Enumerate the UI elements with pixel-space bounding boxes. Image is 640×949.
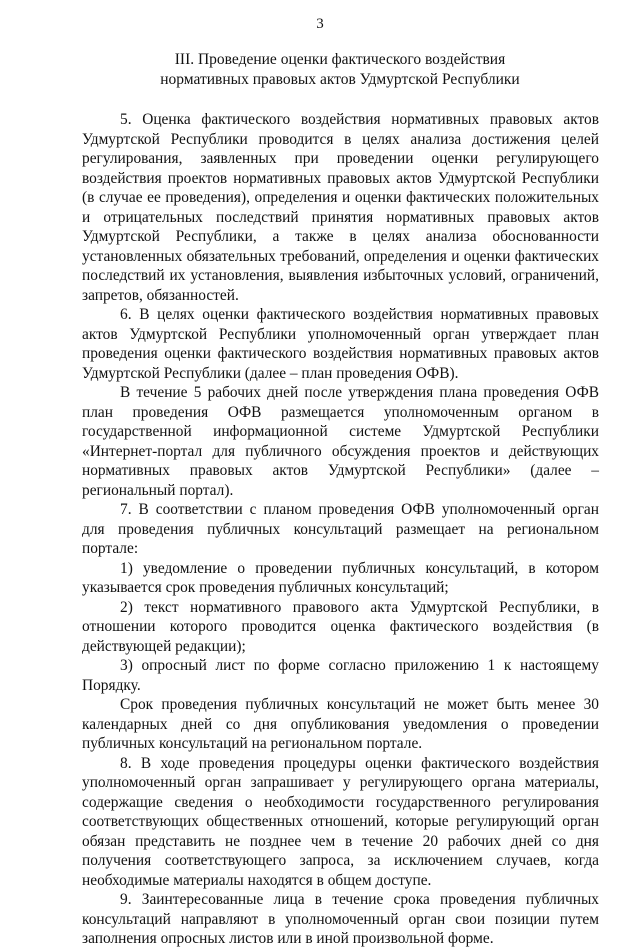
paragraph-item-7: 7. В соответствии с планом проведения ОФВ уполномоченный орган для проведения публичных консультаций размещает на региональном портале:	[82, 501, 599, 557]
paragraph-item-8: 8. В ходе проведения процедуры оценки фактического воздействия уполномоченный орган запрашивает у регулирующего органа материалы, содержащие сведения о необходимости государственного регулирования соответствующих общественных отношений, которые регулирующий орган обязан представить не позднее чем в течение 20 рабочих дней со дня получения соответствующего запроса, за исключением случаев, когда необходимые материалы находятся в общем доступе.	[82, 754, 599, 889]
document-body	[82, 110, 599, 949]
list-item-questionnaire: 3) опросный лист по форме согласно приложению 1 к настоящему Порядку.	[82, 657, 599, 694]
paragraph-consultation-term: Срок проведения публичных консультаций не может быть менее 30 календарных дней со дня опубликования уведомления о проведении публичных консультаций на региональном портале.	[82, 696, 599, 752]
list-item-act-text: 2) текст нормативного правового акта Удмуртской Республики, в отношении которого проводится оценка фактического воздействия (в действующей редакции);	[82, 598, 599, 655]
paragraph-item-9: 9. Заинтересованные лица в течение срока проведения публичных консультаций направляют в уполномоченный орган свои позиции путем заполнения опросных листов или в иной произвольной форме.	[82, 891, 599, 947]
paragraph-item-6: 6. В целях оценки фактического воздействия нормативных правовых актов Удмуртской Республики уполномоченный орган утверждает план проведения оценки фактического воздействия нормативных правовых актов Удмуртской Республики (далее – план проведения ОФВ).	[82, 306, 599, 382]
section-heading-line-2: нормативных правовых актов Удмуртской Республики	[160, 71, 520, 88]
paragraph-item-5: 5. Оценка фактического воздействия нормативных правовых актов Удмуртской Республики проводится в целях анализа достижения целей регулирования, заявленных при проведении оценки регулирующего воздействия проектов нормативных правовых актов Удмуртской Республики (в случае ее проведения), определения и оценки фактических положительных и отрицательных последствий принятия нормативных правовых актов Удмуртской Республики, а также в целях анализа обоснованности установленных обязательных требований, определения и оценки фактических последствий их установления, выявления избыточных условий, ограничений, запретов, обязанностей.	[82, 111, 599, 304]
section-heading	[100, 50, 580, 90]
list-item-notification: 1) уведомление о проведении публичных консультаций, в котором указывается срок проведения публичных консультаций;	[82, 559, 599, 596]
section-heading-line-1: III. Проведение оценки фактического воздействия	[174, 51, 506, 68]
page-number: 3	[316, 16, 324, 32]
paragraph-placement-term: В течение 5 рабочих дней после утверждения плана проведения ОФВ план проведения ОФВ размещается уполномоченным органом в государственной информационной системе Удмуртской Республики «Интернет-портал для публичного обсуждения проектов и действующих нормативных правовых актов Удмуртской Республики» (далее – региональный портал).	[82, 384, 599, 499]
